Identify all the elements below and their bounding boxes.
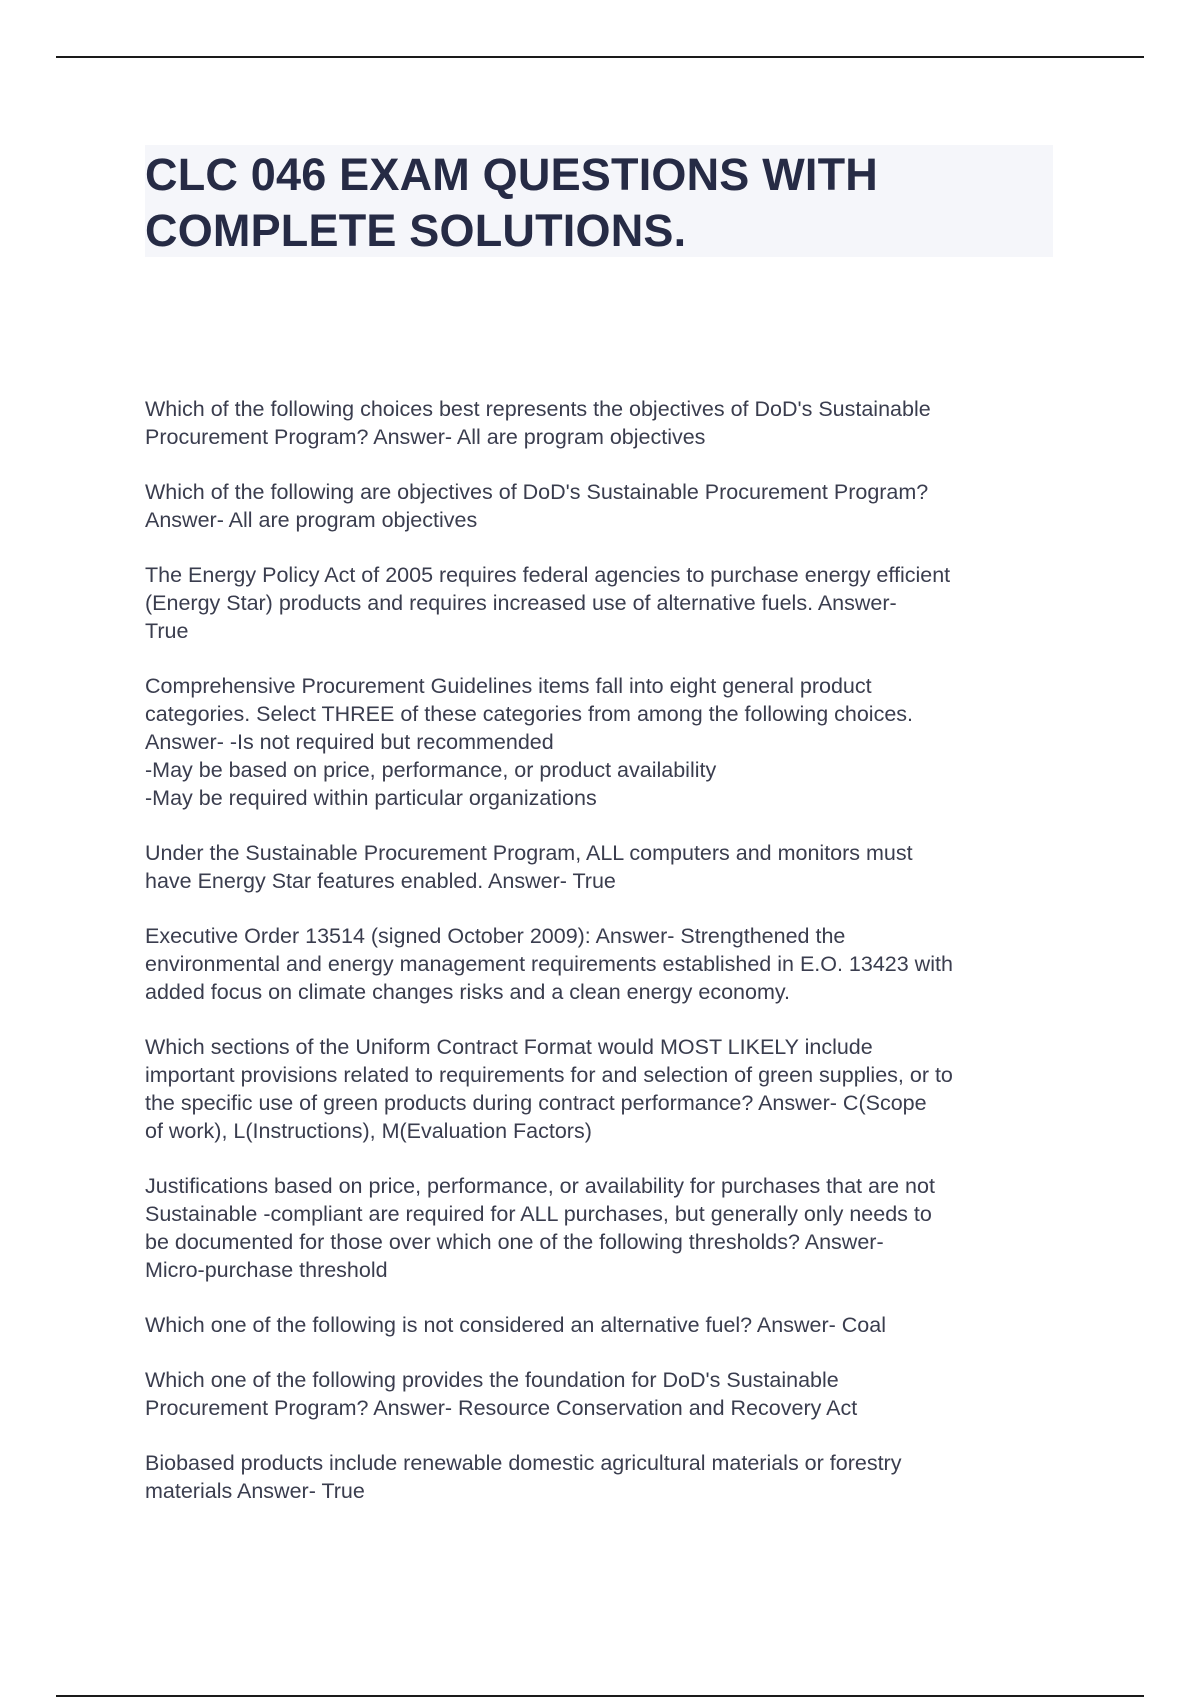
footer-rule [56, 1695, 1144, 1697]
qa-item: The Energy Policy Act of 2005 requires federal agencies to purchase energy efficient (Energy Star) products and requires increased use of alternative fuels. Answer- True [145, 563, 951, 643]
header-rule [56, 56, 1144, 58]
qa-item: Biobased products include renewable domestic agricultural materials or forestry materials Answer- True [145, 1451, 902, 1503]
document-title: CLC 046 EXAM QUESTIONS WITH COMPLETE SOLUTIONS. [145, 149, 878, 256]
qa-item: Which sections of the Uniform Contract Format would MOST LIKELY include important provisions related to requirements for and selection of green supplies, or to the specific use of green products during contract performance? Answer- C(Scope of work), L(Instructions), M(Evaluation Factors) [145, 1035, 953, 1143]
qa-item: Which one of the following is not considered an alternative fuel? Answer- Coal [145, 1313, 886, 1337]
title-block [145, 145, 1053, 257]
qa-item: Comprehensive Procurement Guidelines items fall into eight general product categories. Select THREE of these categories from among the following choices. Answer- -Is not required but recommended -May be based on price, performance, or product availability -May be required within particular organizations [145, 674, 914, 810]
qa-item: Which of the following choices best represents the objectives of DoD's Sustainable Procurement Program? Answer- All are program objectives [145, 397, 931, 449]
qa-list [145, 395, 1065, 1532]
qa-item: Which of the following are objectives of DoD's Sustainable Procurement Program? Answer- All are program objectives [145, 480, 929, 532]
qa-item: Which one of the following provides the foundation for DoD's Sustainable Procurement Program? Answer- Resource Conservation and Recovery Act [145, 1368, 858, 1420]
qa-item: Under the Sustainable Procurement Program, ALL computers and monitors must have Energy Star features enabled. Answer- True [145, 841, 913, 893]
qa-item: Justifications based on price, performance, or availability for purchases that are not Sustainable -compliant are required for ALL purchases, but generally only needs to be documented for those over which one of the following thresholds? Answer- Micro-purchase threshold [145, 1174, 935, 1282]
qa-item: Executive Order 13514 (signed October 2009): Answer- Strengthened the environmental and energy management requirements established in E.O. 13423 with added focus on climate changes risks and a clean energy economy. [145, 924, 953, 1004]
